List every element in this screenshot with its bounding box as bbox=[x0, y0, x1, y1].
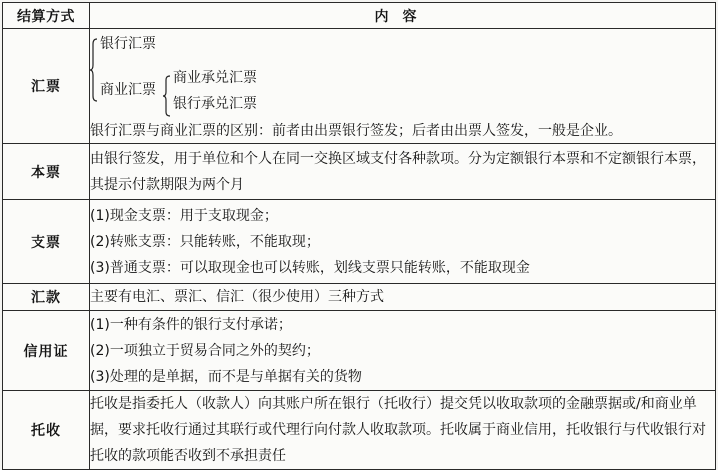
header-content: 内容 bbox=[90, 3, 716, 29]
tree-commercial-acceptance: 商业承兑汇票 bbox=[173, 70, 257, 86]
draft-tree bbox=[90, 32, 715, 124]
list-item: (3)普通支票：可以取现金也可以转账，划线支票只能转账，不能取现金 bbox=[90, 259, 530, 276]
content-cell bbox=[90, 311, 716, 391]
content-cell: 由银行签发，用于单位和个人在同一交换区域支付各种款项。分为定额银行本票和不定额银行本票，其提示付款期限为两个月 bbox=[90, 144, 716, 200]
list-item: (3)处理的是单据，而不是与单据有关的货物 bbox=[90, 368, 362, 385]
list-item: (1)现金支票：用于支取现金； bbox=[90, 207, 278, 224]
table-row bbox=[3, 144, 716, 200]
list-item: (1)一种有条件的银行支付承诺； bbox=[90, 316, 292, 333]
tree-bank-draft: 银行汇票 bbox=[100, 36, 156, 52]
table-row bbox=[3, 391, 716, 470]
tree-bank-acceptance: 银行承兑汇票 bbox=[173, 96, 257, 112]
method-cell: 汇票 bbox=[3, 29, 90, 144]
table-row bbox=[3, 311, 716, 391]
method-cell: 托收 bbox=[3, 391, 90, 470]
brace-icon bbox=[163, 75, 171, 117]
header-row bbox=[3, 3, 716, 29]
list-item: (2)一项独立于贸易合同之外的契约； bbox=[90, 342, 320, 359]
tree-commercial-draft: 商业汇票 bbox=[100, 82, 156, 98]
draft-note: 银行汇票与商业汇票的区别：前者由出票银行签发；后者由出票人签发，一般是企业。 bbox=[90, 123, 622, 139]
content-cell: 托收是指委托人（收款人）向其账户所在银行（托收行）提交凭以收取款项的金融票据或/和商业单据，要求托收行通过其联行或代理行向付款人收取款项。托收属于商业信用，托收银行与代收银行对托收的款项能否收到不承担责任 bbox=[90, 391, 716, 470]
method-cell: 汇款 bbox=[3, 284, 90, 311]
table-row bbox=[3, 29, 716, 144]
content-cell: 主要有电汇、票汇、信汇（很少使用）三种方式 bbox=[90, 284, 716, 311]
method-cell: 支票 bbox=[3, 200, 90, 284]
table-row bbox=[3, 200, 716, 284]
content-cell bbox=[90, 29, 716, 144]
method-cell: 本票 bbox=[3, 144, 90, 200]
table-row bbox=[3, 284, 716, 311]
list-item: (2)转账支票：只能转账，不能取现； bbox=[90, 233, 320, 250]
brace-icon bbox=[90, 38, 98, 102]
settlement-methods-table bbox=[2, 2, 716, 470]
content-cell bbox=[90, 200, 716, 284]
header-method: 结算方式 bbox=[3, 3, 90, 29]
method-cell: 信用证 bbox=[3, 311, 90, 391]
